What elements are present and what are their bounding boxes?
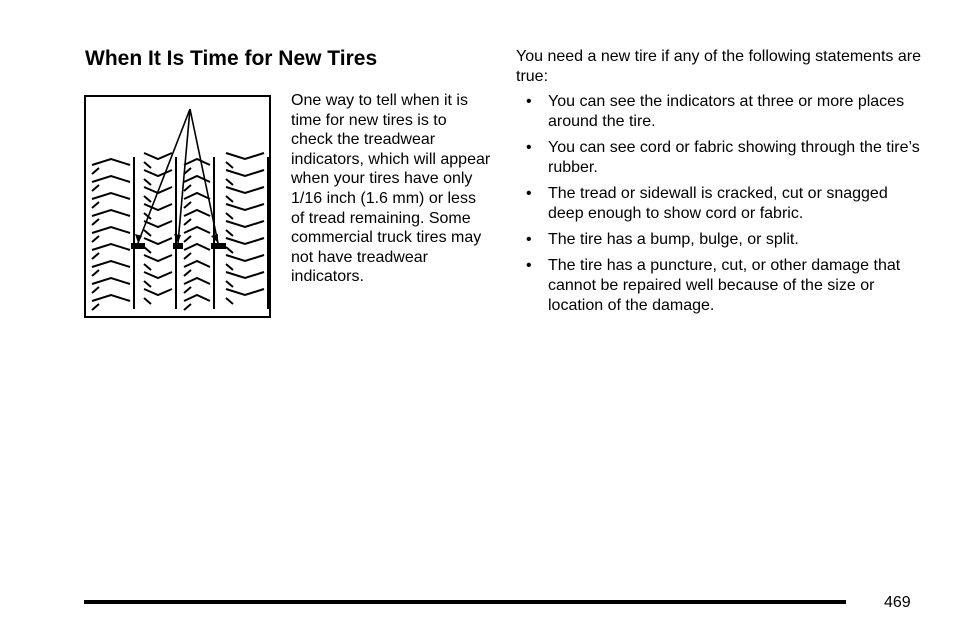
tread-groove [92, 210, 130, 216]
tread-groove [184, 193, 210, 199]
tread-groove [144, 179, 151, 185]
tire-tread-illustration [86, 97, 269, 316]
tread-groove [92, 236, 99, 242]
criteria-lead: You need a new tire if any of the following statements are true: [516, 48, 921, 85]
tread-groove [144, 170, 172, 176]
tread-groove [184, 176, 210, 182]
footer-rule [84, 600, 846, 604]
tread-groove [144, 289, 172, 295]
tread-groove [184, 185, 191, 191]
tread-groove [226, 196, 233, 202]
tread-groove [226, 204, 264, 210]
page-number: 469 [884, 594, 911, 611]
bullet-icon: • [526, 185, 532, 203]
tread-groove [144, 272, 172, 278]
tread-groove [226, 213, 233, 219]
tread-groove [184, 219, 191, 225]
tread-groove [144, 153, 172, 159]
tread-groove [92, 168, 99, 174]
tread-groove [184, 270, 191, 276]
tread-groove [92, 261, 130, 267]
tread-groove [92, 295, 130, 301]
tread-groove [184, 278, 210, 284]
list-item [516, 230, 926, 250]
tread-groove [144, 255, 172, 261]
tread-groove [144, 238, 172, 244]
tread-groove [226, 281, 233, 287]
tread-groove [184, 210, 210, 216]
tread-groove [144, 298, 151, 304]
tread-groove [92, 287, 99, 293]
bullet-icon: • [526, 231, 532, 249]
tread-groove [92, 176, 130, 182]
bullet-icon: • [526, 93, 532, 111]
tread-groove [92, 253, 99, 259]
tread-groove [184, 295, 210, 301]
list-item [516, 92, 926, 132]
tread-groove [226, 264, 233, 270]
section-heading: When It Is Time for New Tires [85, 47, 378, 70]
tread-groove [92, 193, 130, 199]
tread-groove [184, 304, 191, 310]
list-item-text: You can see the indicators at three or more places around the tire. [548, 93, 905, 131]
list-item [516, 138, 926, 178]
tread-groove [226, 162, 233, 168]
tread-groove [226, 153, 264, 159]
tread-groove [226, 221, 264, 227]
tread-groove [92, 244, 130, 250]
tread-groove [144, 196, 151, 202]
tread-groove [144, 247, 151, 253]
bullet-icon: • [526, 257, 532, 275]
tread-groove [92, 159, 130, 165]
tread-groove [92, 185, 99, 191]
tread-groove [184, 244, 210, 250]
tread-groove [144, 221, 172, 227]
tread-groove [144, 264, 151, 270]
tread-groove [184, 227, 210, 233]
tread-groove [92, 304, 99, 310]
tread-groove [226, 230, 233, 236]
tread-groove [226, 170, 264, 176]
criteria-list [516, 92, 926, 316]
tread-groove [184, 159, 210, 165]
pointer-arrow-line [178, 109, 190, 243]
treadwear-indicator-bar [211, 243, 226, 249]
tread-groove [226, 247, 233, 253]
tread-groove [92, 227, 130, 233]
tread-groove [226, 289, 264, 295]
tread-groove [226, 298, 233, 304]
tread-groove [144, 230, 151, 236]
list-item-text: You can see cord or fabric showing through the tire’s rubber. [548, 139, 920, 177]
tread-groove [184, 261, 210, 267]
intro-paragraph: One way to tell when it is time for new tires is to check the treadwear indicators, which will appear when your tires have only 1/16 inch (1.6 mm) or less of tread remaining. Some commercial truck tires may not have treadwear indicators. [291, 92, 491, 286]
tread-groove [144, 204, 172, 210]
tread-groove [226, 238, 264, 244]
tread-groove [226, 187, 264, 193]
treadwear-indicator-bar [131, 243, 145, 249]
tread-groove [144, 162, 151, 168]
tread-groove [226, 272, 264, 278]
treadwear-indicator-bar [173, 243, 183, 249]
tread-groove [184, 253, 191, 259]
treadwear-indicator-figure [84, 95, 271, 318]
list-item [516, 184, 926, 224]
list-item-text: The tread or sidewall is cracked, cut or snagged deep enough to show cord or fabric. [548, 185, 888, 223]
tread-groove [226, 179, 233, 185]
tread-groove [92, 270, 99, 276]
tread-groove [92, 278, 130, 284]
tread-groove [184, 236, 191, 242]
list-item-text: The tire has a puncture, cut, or other damage that cannot be repaired well because of the size or location of the damage. [548, 257, 901, 315]
list-item-text: The tire has a bump, bulge, or split. [548, 231, 799, 249]
pointer-arrow-line [138, 109, 190, 243]
new-tire-criteria [516, 47, 926, 322]
tread-groove [92, 202, 99, 208]
bullet-icon: • [526, 139, 532, 157]
tread-groove [226, 255, 264, 261]
tread-groove [184, 287, 191, 293]
tread-groove [92, 219, 99, 225]
list-item [516, 256, 926, 316]
tread-groove [184, 202, 191, 208]
tread-groove [144, 281, 151, 287]
